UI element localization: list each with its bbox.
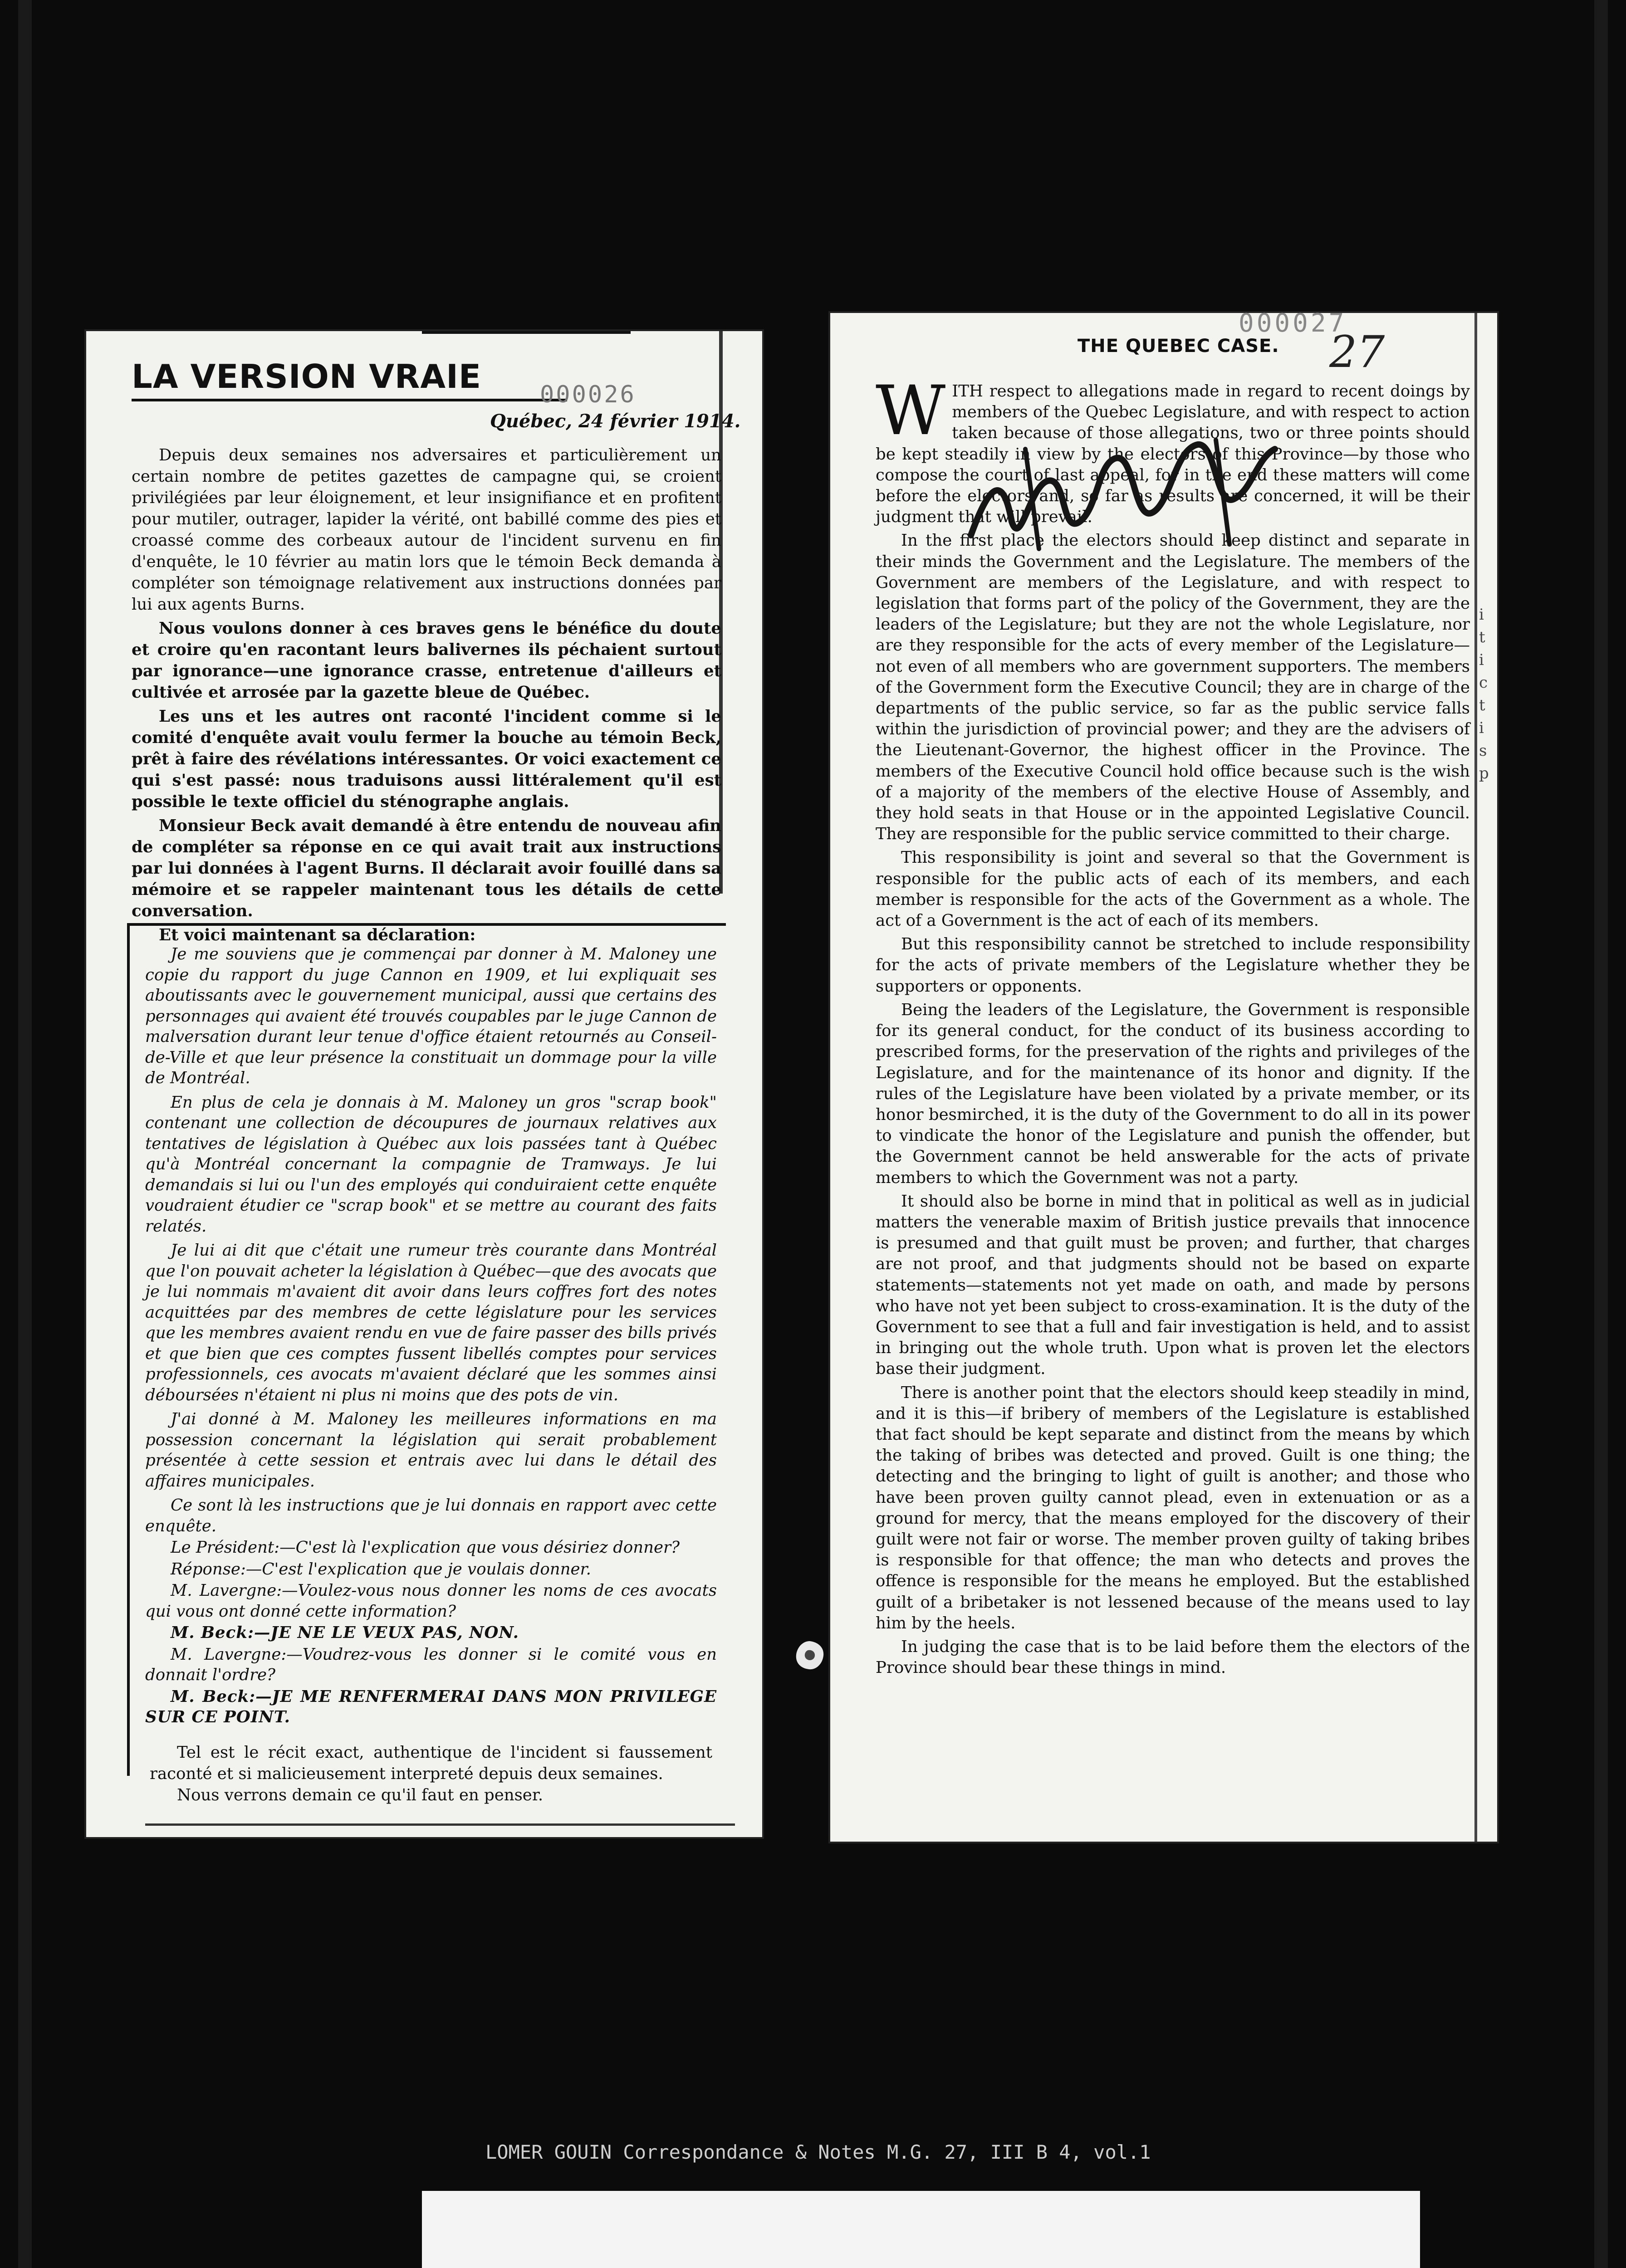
cropped-margin-letters: i t i c t i s p — [1479, 606, 1489, 782]
right-newspaper-clipping — [830, 308, 1497, 1842]
declaration-paragraph: M. Lavergne:—Voudrez-vous les donner si le comité vous en donnait l'ordre? — [145, 1645, 717, 1684]
declaration-paragraph: M. Beck:—JE ME RENFERMERAI DANS MON PRIVILEGE SUR CE POINT. — [145, 1687, 717, 1726]
declaration-box — [127, 923, 726, 1776]
declaration-paragraph: Réponse:—C'est l'explication que je voulais donner. — [171, 1559, 591, 1579]
archive-label-card — [422, 2191, 1420, 2268]
drop-cap: W — [876, 371, 946, 450]
paragraph: Nous voulons donner à ces braves gens le bénéfice du doute et croire qu'en racontant leurs balivernes ils péchaient surtout par ignorance—une ignorance crasse, entretenue d'ailleurs et cultivée et arrosée par la gazette bleue de Québec. — [132, 619, 721, 702]
paragraph: Depuis deux semaines nos adversaires et particulièrement un certain nombre de petites gazettes de campagne qui, se croient privilégiées par leur éloignement, et leur insignifiance et en profitent pour mutiler, outrager, lapider la vérité, ont babillé comme des pies et croassé comme des corbeaux autour de l'incident survenu en fin d'enquête, le 10 février au matin lors que le témoin Beck demanda à compléter son témoignage relativement aux instructions données par lui aux agents Burns. — [132, 446, 721, 614]
declaration-paragraph: Le Président:—C'est là l'explication que vous désiriez donner? — [171, 1538, 680, 1557]
ink-blot — [792, 1637, 828, 1674]
declaration-paragraph: M. Lavergne:—Voulez-vous nous donner les noms de ces avocats qui vous ont donné cette information? — [145, 1581, 717, 1621]
paragraph: There is another point that the electors should keep steadily in mind, and it is this—if bribery of members of the Legislature is established that fact should be kept separate and distinct from the means by which the taking of bribes was detected and proved. Guilt is one thing; the detecting and the bringing to light of guilt is another; and those who have been proven guilty cannot plead, even in extenuation or as a ground for mercy, that the means employed for the discovery of their guilt were not fair or worse. The member proven guilty of taking bribes is responsible for that offence; the man who detects and proves the offence is responsible for the means he employed. But the established guilt of a bribetaker is not lessened because of the means used to lay him by the heels. — [876, 1383, 1470, 1633]
article-title: THE QUEBEC CASE. — [1077, 336, 1279, 357]
archive-stamp-number: 000027 — [1239, 308, 1347, 338]
paragraph: This responsibility is joint and several so that the Government is responsible for the public acts of each of its members, and each member is responsible for the acts of the Government as a whole. The act of a Government is the act of each of its members. — [876, 848, 1470, 930]
footer-paragraph: Tel est le récit exact, authentique de l'incident si faussement raconté et si malicieusement interpreté depuis deux semaines. — [150, 1743, 712, 1783]
declaration-paragraph: Je me souviens que je commençai par donner à M. Maloney une copie du rapport du juge Cannon en 1909, et lui expliquait ses aboutissants avec le gouvernement municipal, aussi que certains des personnages qui avaient été trouvés coupables par le juge Cannon de malversation durant leur tenue d'office étaient retournés au Conseil-de-Ville et que leur présence la constituait un dommage pour la ville de Montréal. — [145, 945, 717, 1087]
paragraph: Monsieur Beck avait demandé à être entendu de nouveau afin de compléter sa réponse en ce qui avait trait aux instructions par lui données à l'agent Burns. Il déclarait avoir fouillé dans sa mémoire et se rappeler maintenant tous les détails de cette conversation. — [132, 816, 721, 920]
handwritten-scribble — [962, 431, 1279, 567]
paragraph: In judging the case that is to be laid before them the electors of the Province should bear these things in mind. — [876, 1637, 1470, 1677]
paragraph: WITH respect to allegations made in regard to recent doings by members of the Quebec Legislature, and with respect to action taken because of those allegations, two or three points should be kept steadily in view by the electors of this Province—by those who compose the court of last appeal, for in the end these matters will come before the electors and, so far as results are concerned, it will be their judgment that will prevail. — [876, 371, 1470, 527]
declaration-paragraph: J'ai donné à M. Maloney les meilleures informations en ma possession concernant la législation qui serait probablement présentée à cette session et entrais avec lui dans le détail des affaires municipales. — [145, 1410, 717, 1491]
clipping-bottom-rule — [145, 1823, 735, 1826]
footer-paragraph: Nous verrons demain ce qu'il faut en penser. — [177, 1786, 544, 1804]
paragraph: Being the leaders of the Legislature, the Government is responsible for its general conduct, for the conduct of its business according to prescribed forms, for the preservation of the rights and privileges of the Legislature, and for the maintenance of its honor and dignity. If the rules of the Legislature have been violated by a private member, or its honor besmirched, it is the duty of the Government to do all in its power to vindicate the honor of the Legislature and punish the offender, but the Government cannot be held answerable for the acts of private members to which the Government was not a party. — [876, 1000, 1470, 1187]
article-title: LA VERSION VRAIE — [132, 356, 567, 401]
declaration-paragraph: Je lui ai dit que c'était une rumeur très courante dans Montréal que l'on pouvait acheter la législation à Québec—que des avocats que je lui nommais m'avaient dit avoir dans leurs coffres fort des notes acquittées par des membres de cette législature pour les services que les membres avaient rendu en vue de faire passer des bills privés et que bien que ces comptes fussent libellés comptes pour services professionnels, ces avocats m'avaient déclaré que les sommes ainsi déboursées n'étaient ni plus ni moins que des pots de vin. — [145, 1241, 717, 1404]
paragraph: In the first place the electors should keep distinct and separate in their minds the Government and the Legislature. The members of the Government are members of the Legislature, and with respect to legislation that forms part of the policy of the Government, they are the leaders of the Legislature; but they are not the whole Legislature, nor are they responsible for the acts of every member of the Legislature—not even of all members who are government supporters. The members of the Government form the Executive Council; they are in charge of the departments of the public service, so far as the public service falls within the jurisdiction of provincial power; and they are the advisers of the Lieutenant-Governor, the highest officer in the Province. The members of the Executive Council hold office because such is the wish of a majority of the members of the elective House of Assembly, and they hold seats in that House or in the appointed Legislative Council. They are responsible for the public service committed to their charge. — [876, 531, 1470, 844]
archive-stamp-number: 000026 — [540, 381, 636, 408]
declaration-paragraph: Ce sont là les instructions que je lui donnais en rapport avec cette enquête. — [145, 1496, 717, 1535]
article-footer — [150, 1742, 712, 1806]
article-body — [132, 445, 721, 948]
clipping-edge-line — [1474, 313, 1477, 1842]
paragraph: Et voici maintenant sa déclaration: — [159, 926, 476, 944]
clipping-rule — [422, 331, 631, 334]
handwritten-page-number: 27 — [1329, 327, 1385, 377]
declaration-paragraph: En plus de cela je donnais à M. Maloney un gros "scrap book" contenant une collection de découpures de journaux relatives aux tentatives de législation à Québec aux lois passées tant à Québec qu'à Montréal concernant la compagnie de Tramways. Je lui demandais si lui ou l'un des employés qui conduiraient cette enquête voudraient étudier ce "scrap book" et se mettre au courant des faits relatés. — [145, 1093, 717, 1236]
film-edge-right — [1594, 0, 1608, 2268]
article-dateline: Québec, 24 février 1914. — [490, 411, 741, 432]
film-edge-left — [18, 0, 32, 2268]
paragraph: It should also be borne in mind that in political as well as in judicial matters the venerable maxim of British justice prevails that innocence is presumed and that guilt must be proven; and further, that charges are not proof, and that judgments should not be based on exparte statements—statements not yet made on oath, and made by persons who have not yet been subject to cross-examination. It is the duty of the Government to see that a full and fair investigation is held, and to assist in bringing out the whole truth. Upon what is proven let the electors base their judgment. — [876, 1192, 1470, 1378]
left-newspaper-clipping — [86, 331, 762, 1837]
paragraph: Les uns et les autres ont raconté l'incident comme si le comité d'enquête avait voulu fermer la bouche au témoin Beck, prêt à faire des révélations intéressantes. Or voici exactement ce qui s'est passé: nous traduisons aussi littéralement qu'il est possible le texte officiel du sténographe anglais. — [132, 707, 721, 811]
declaration-paragraph: M. Beck:—JE NE LE VEUX PAS, NON. — [171, 1623, 519, 1642]
article-body — [876, 371, 1470, 1681]
archive-reference-caption: LOMER GOUIN Correspondance & Notes M.G. 27, III B 4, vol.1 — [485, 2141, 1151, 2163]
paragraph: But this responsibility cannot be stretched to include responsibility for the acts of private members of the Legislature whether they be supporters or opponents. — [876, 935, 1470, 996]
